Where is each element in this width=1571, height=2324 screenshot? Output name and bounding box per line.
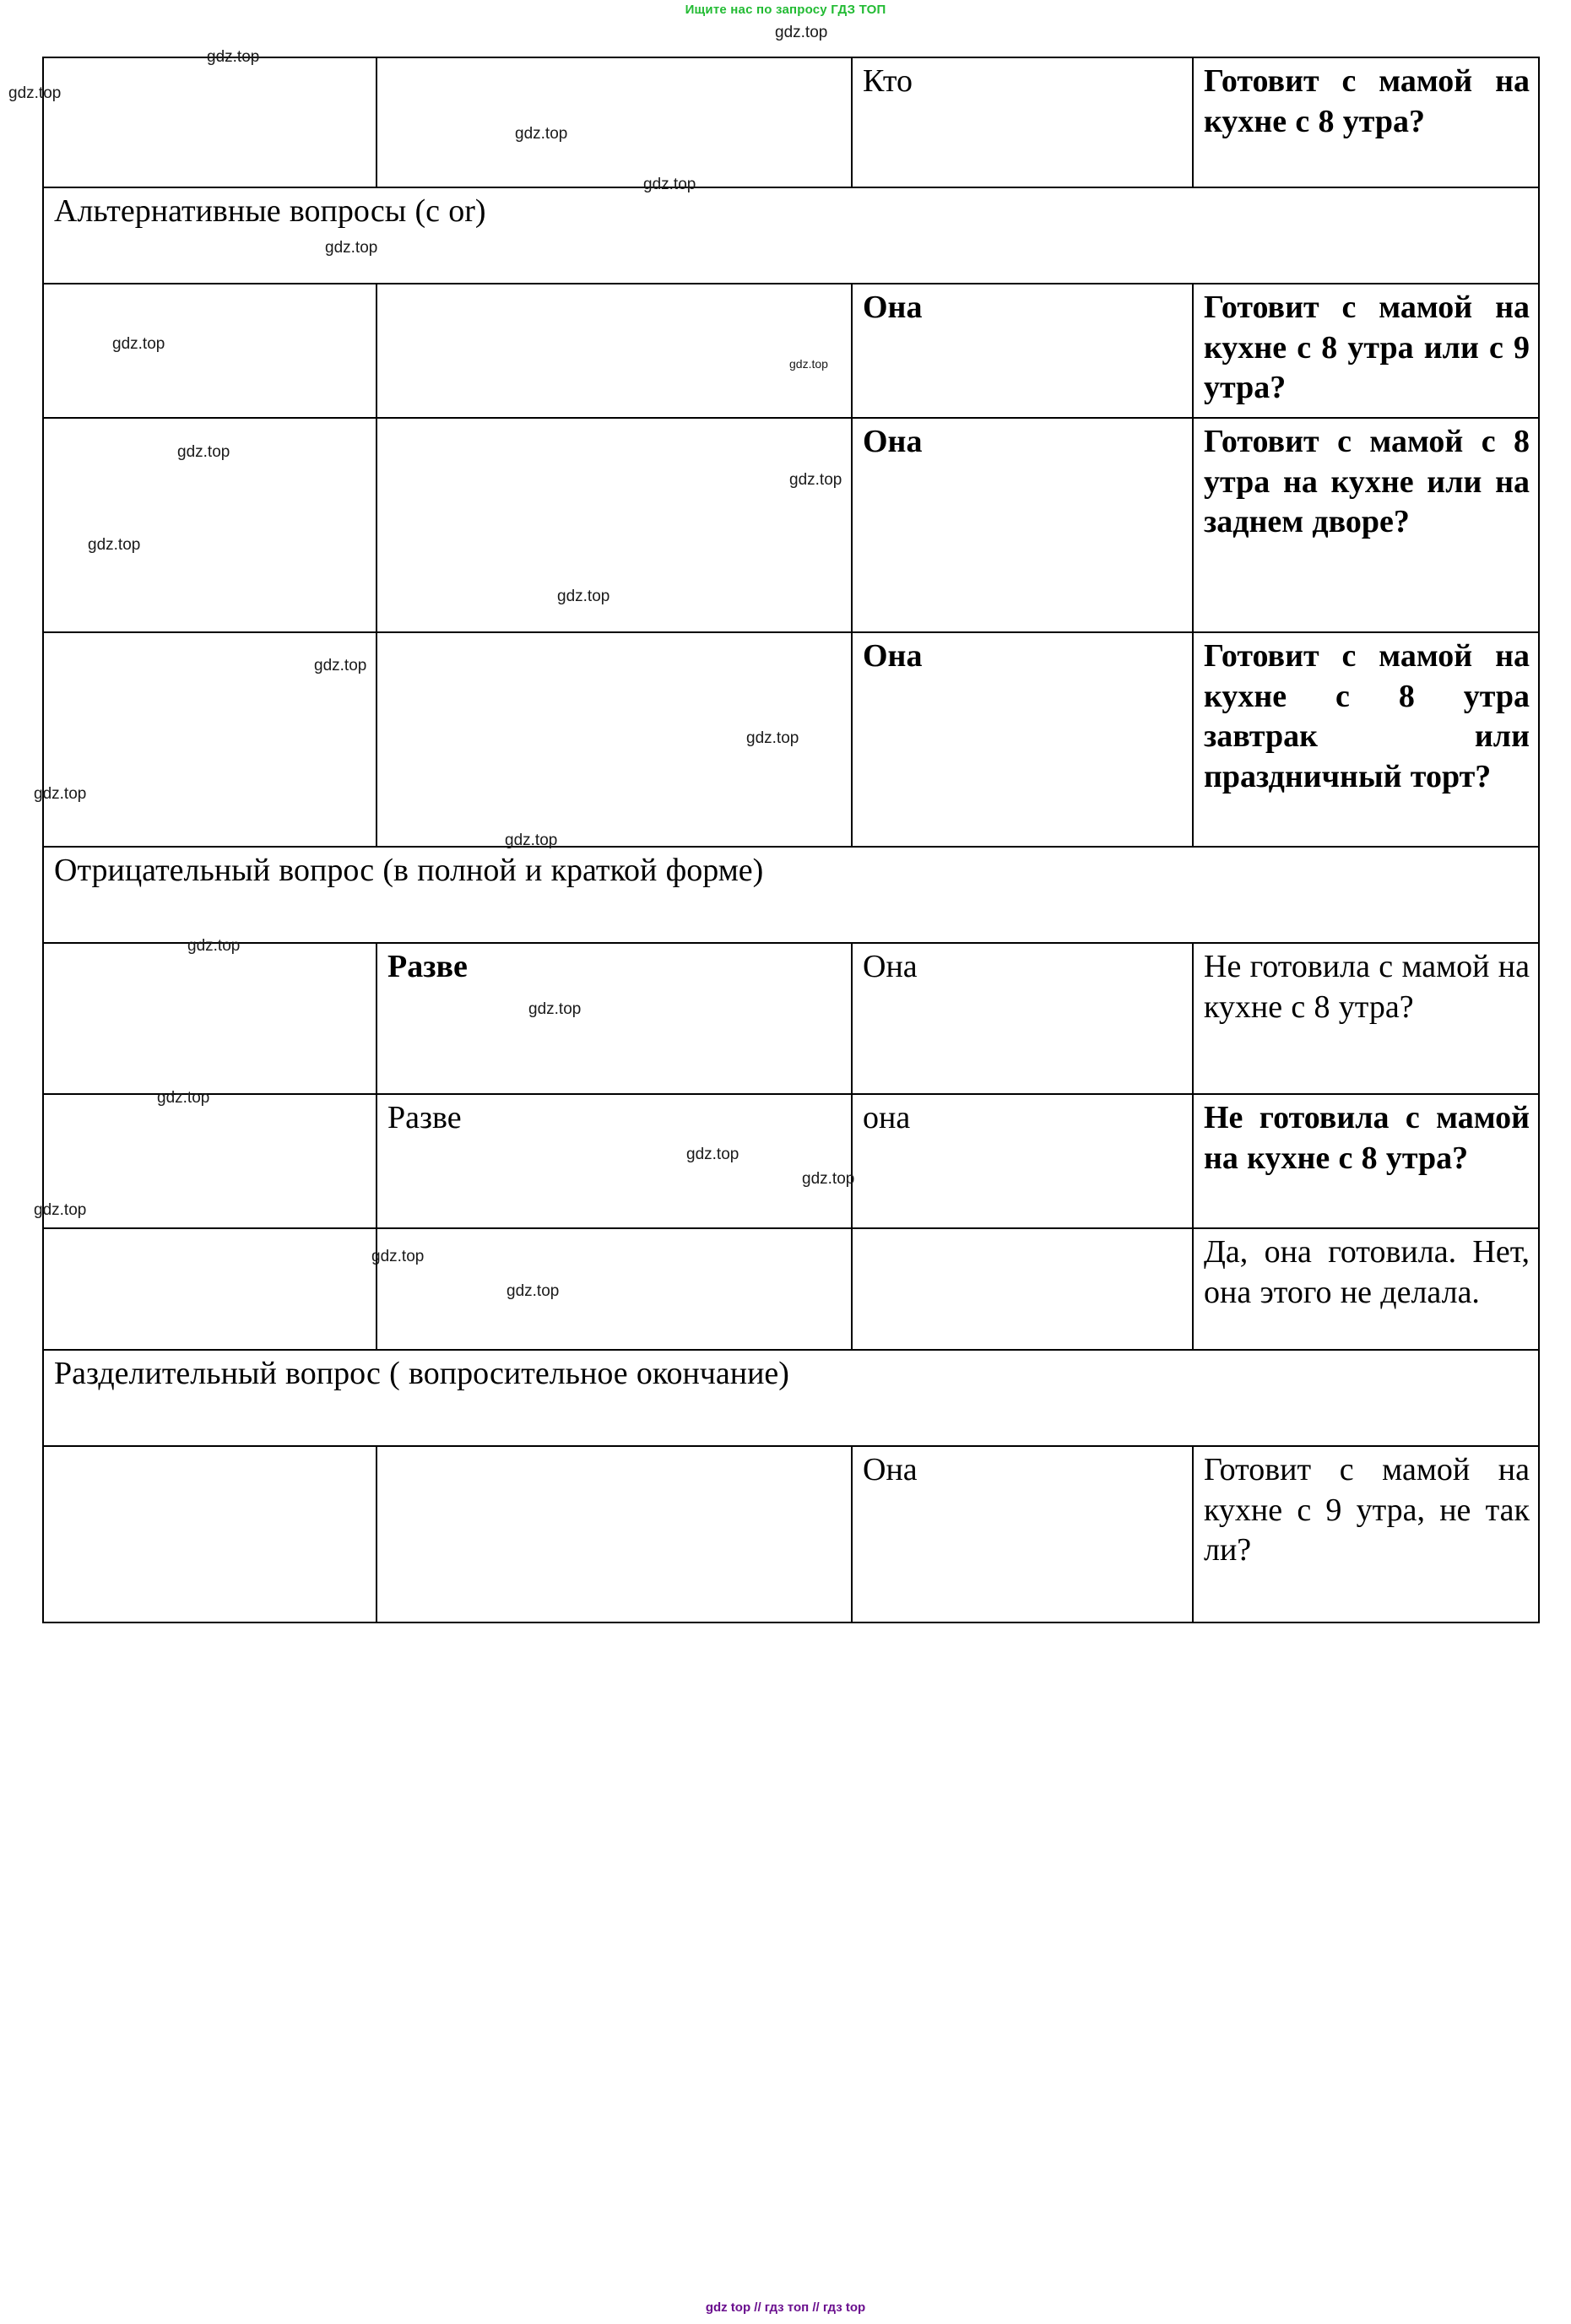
cell-question-word (376, 632, 852, 847)
grammar-table-container (42, 57, 1538, 1623)
watermark-7: gdz.top (789, 357, 828, 371)
cell-text: она (863, 1100, 911, 1135)
watermark-16: gdz.top (187, 937, 241, 955)
section-title: Разделительный вопрос ( вопросительное окончание) (54, 1356, 789, 1391)
section-title: Отрицательный вопрос (в полной и краткой форме) (54, 853, 764, 888)
cell-text: Она (863, 949, 918, 984)
table-row (43, 1446, 1539, 1622)
section-header-tag-question (43, 1350, 1539, 1446)
cell-subject-aux (43, 284, 376, 418)
cell-subject-aux (43, 1094, 376, 1228)
cell-question-word (376, 1446, 852, 1622)
cell-subject-aux (43, 57, 376, 187)
cell-text: Готовит с мамой на кухне с 9 утра, не так ли? (1204, 1452, 1530, 1568)
watermark-14: gdz.top (34, 785, 87, 803)
watermark-21: gdz.top (34, 1201, 87, 1219)
cell-text: Да, она готовила. Нет, она этого не делала. (1204, 1234, 1530, 1310)
cell-text: Разве (387, 949, 468, 984)
grammar-table (42, 57, 1540, 1623)
cell-subject-aux (43, 1446, 376, 1622)
watermark-5: gdz.top (325, 239, 378, 257)
watermark-18: gdz.top (157, 1089, 210, 1107)
watermark-11: gdz.top (557, 588, 610, 605)
section-title: Альтернативные вопросы (с or) (54, 193, 486, 229)
watermark-12: gdz.top (314, 657, 367, 674)
watermark-22: gdz.top (371, 1248, 425, 1265)
watermark-3: gdz.top (775, 24, 828, 41)
cell-subject (852, 1228, 1193, 1350)
cell-question-word (376, 57, 852, 187)
top-promo-banner: Ищите нас по запросу ГДЗ ТОП (685, 3, 886, 17)
cell-subject-aux (43, 943, 376, 1094)
cell-predicate (1193, 284, 1539, 418)
watermark-19: gdz.top (686, 1146, 739, 1163)
table-row (43, 418, 1539, 632)
cell-question-word (376, 284, 852, 418)
cell-text: Готовит с мамой на кухне с 8 утра завтрак или праздничный торт? (1204, 638, 1530, 794)
watermark-13: gdz.top (746, 729, 799, 747)
cell-text: Не готовила с мамой на кухне с 8 утра? (1204, 949, 1530, 1025)
cell-subject (852, 943, 1193, 1094)
cell-text: Она (863, 290, 923, 325)
cell-subject-aux (43, 1228, 376, 1350)
grammar-table-body (43, 57, 1539, 1622)
cell-text: Готовит с мамой на кухне с 8 утра или с 9 утра? (1204, 290, 1530, 405)
cell-text: Разве (387, 1100, 462, 1135)
cell-text: Она (863, 638, 923, 674)
watermark-8: gdz.top (177, 443, 230, 461)
cell-predicate (1193, 1446, 1539, 1622)
section-header-alternative (43, 187, 1539, 284)
cell-predicate (1193, 1094, 1539, 1228)
cell-question-word (376, 943, 852, 1094)
cell-subject (852, 284, 1193, 418)
cell-subject (852, 632, 1193, 847)
table-row (43, 57, 1539, 187)
table-section-row (43, 1350, 1539, 1446)
cell-subject-aux (43, 632, 376, 847)
cell-short-answers (1193, 1228, 1539, 1350)
cell-text: Готовит с мамой с 8 утра на кухне или на заднем дворе? (1204, 424, 1530, 539)
cell-question-word (376, 1228, 852, 1350)
watermark-23: gdz.top (507, 1282, 560, 1300)
cell-subject (852, 418, 1193, 632)
cell-predicate (1193, 943, 1539, 1094)
watermark-10: gdz.top (88, 536, 141, 554)
cell-text: Не готовила с мамой на кухне с 8 утра? (1204, 1100, 1530, 1176)
section-header-negative (43, 847, 1539, 943)
cell-subject (852, 57, 1193, 187)
cell-text: Она (863, 1452, 918, 1487)
cell-question-word (376, 418, 852, 632)
cell-question-word (376, 1094, 855, 1228)
cell-subject (852, 1094, 1193, 1228)
cell-subject (852, 1446, 1193, 1622)
watermark-0: gdz.top (8, 84, 62, 102)
bottom-promo-banner: gdz top // гдз топ // гдз top (705, 2300, 866, 2315)
table-section-row (43, 847, 1539, 943)
cell-text: Кто (863, 63, 913, 99)
cell-text: Готовит с мамой на кухне с 8 утра? (1204, 63, 1530, 139)
watermark-4: gdz.top (643, 176, 696, 193)
cell-predicate (1193, 57, 1539, 187)
table-row (43, 1228, 1539, 1350)
table-row (43, 284, 1539, 418)
watermark-1: gdz.top (207, 48, 260, 66)
watermark-15: gdz.top (505, 832, 558, 849)
watermark-9: gdz.top (789, 471, 842, 489)
cell-predicate (1193, 418, 1539, 632)
watermark-17: gdz.top (528, 1000, 582, 1018)
cell-text: Она (863, 424, 923, 459)
watermark-2: gdz.top (515, 125, 568, 143)
watermark-20: gdz.top (802, 1170, 855, 1188)
table-row (43, 943, 1539, 1094)
table-row (43, 632, 1539, 847)
table-row (43, 1094, 1539, 1228)
cell-subject-aux (43, 418, 376, 632)
table-section-row (43, 187, 1539, 284)
cell-predicate (1193, 632, 1539, 847)
watermark-6: gdz.top (112, 335, 165, 353)
